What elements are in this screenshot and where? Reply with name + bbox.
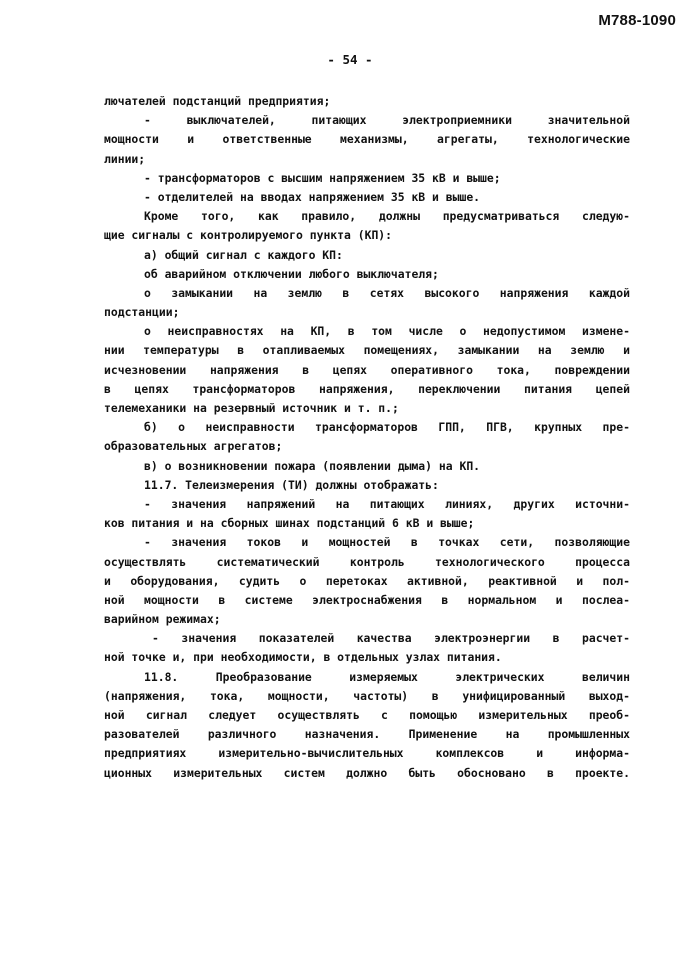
text-line: - выключателей, питающих электроприемники значительной bbox=[144, 113, 630, 128]
text-line: мощности и ответственные механизмы, агрегаты, технологические bbox=[104, 132, 630, 147]
text-line: варийном режимах; bbox=[104, 612, 221, 627]
text-line: о замыкании на землю в сетях высокого напряжения каждой bbox=[144, 285, 630, 300]
text-line: - трансформаторов с высшим напряжением 35 кВ и выше; bbox=[144, 170, 501, 185]
text-line: ционных измерительных систем должно быть обосновано в проекте. bbox=[104, 765, 630, 780]
text-line: - значения напряжений на питающих линиях, других источни- bbox=[144, 496, 630, 511]
text-line: предприятиях измерительно-вычислительных комплексов и информа- bbox=[104, 746, 630, 761]
text-line: ной мощности в системе электроснабжения в нормальном и послеа- bbox=[104, 592, 630, 607]
text-line: Кроме того, как правило, должны предусматриваться следую- bbox=[144, 209, 630, 224]
text-line: образовательных агрегатов; bbox=[104, 439, 283, 454]
page-number: - 54 - bbox=[327, 52, 373, 67]
text-line: (напряжения, тока, мощности, частоты) в унифицированный выход- bbox=[104, 688, 630, 703]
text-line: осуществлять систематический контроль технологического процесса bbox=[104, 554, 630, 569]
document-code: М788-1090 bbox=[598, 12, 676, 29]
text-line: ков питания и на сборных шинах подстанций 6 кВ и выше; bbox=[104, 516, 475, 531]
text-line: о неисправностях на КП, в том числе о недопустимом измене- bbox=[144, 324, 630, 339]
body-text bbox=[104, 92, 630, 783]
text-line: - отделителей на вводах напряжением 35 кВ и выше. bbox=[144, 189, 481, 204]
text-line: и оборудования, судить о перетоках активной, реактивной и пол- bbox=[104, 573, 630, 588]
text-line: телемеханики на резервный источник и т. п.; bbox=[104, 401, 399, 415]
text-line: об аварийном отключении любого выключателя; bbox=[144, 266, 439, 281]
text-line: разователей различного назначения. Применение на промышленных bbox=[104, 727, 630, 742]
text-line: нии температуры в отапливаемых помещениях, замыкании на землю и bbox=[104, 343, 630, 358]
text-line: 11.7. Телеизмерения (ТИ) должны отображать: bbox=[144, 477, 439, 492]
text-line: в цепях трансформаторов напряжения, переключении питания цепей bbox=[104, 381, 630, 396]
text-line: б) о неисправности трансформаторов ГПП, ПГВ, крупных пре- bbox=[144, 420, 630, 435]
text-line: лючателей подстанций предприятия; bbox=[104, 94, 331, 108]
text-line: 11.8. Преобразование измеряемых электрических величин bbox=[144, 669, 630, 684]
text-line: щие сигналы с контролируемого пункта (КП): bbox=[104, 228, 393, 243]
text-line: исчезновении напряжения в цепях оперативного тока, повреждении bbox=[104, 362, 630, 377]
text-line: - значения токов и мощностей в точках сети, позволяющие bbox=[144, 535, 630, 550]
text-line: подстанции; bbox=[104, 305, 180, 320]
text-line: - значения показателей качества электроэнергии в расчет- bbox=[152, 631, 630, 646]
text-line: а) общий сигнал с каждого КП: bbox=[144, 247, 343, 262]
text-line: линии; bbox=[104, 151, 146, 166]
text-line: ной точке и, при необходимости, в отдельных узлах питания. bbox=[104, 650, 502, 665]
text-line: ной сигнал следует осуществлять с помощью измерительных преоб- bbox=[104, 708, 630, 722]
text-line: в) о возникновении пожара (появлении дыма) на КП. bbox=[144, 458, 481, 473]
